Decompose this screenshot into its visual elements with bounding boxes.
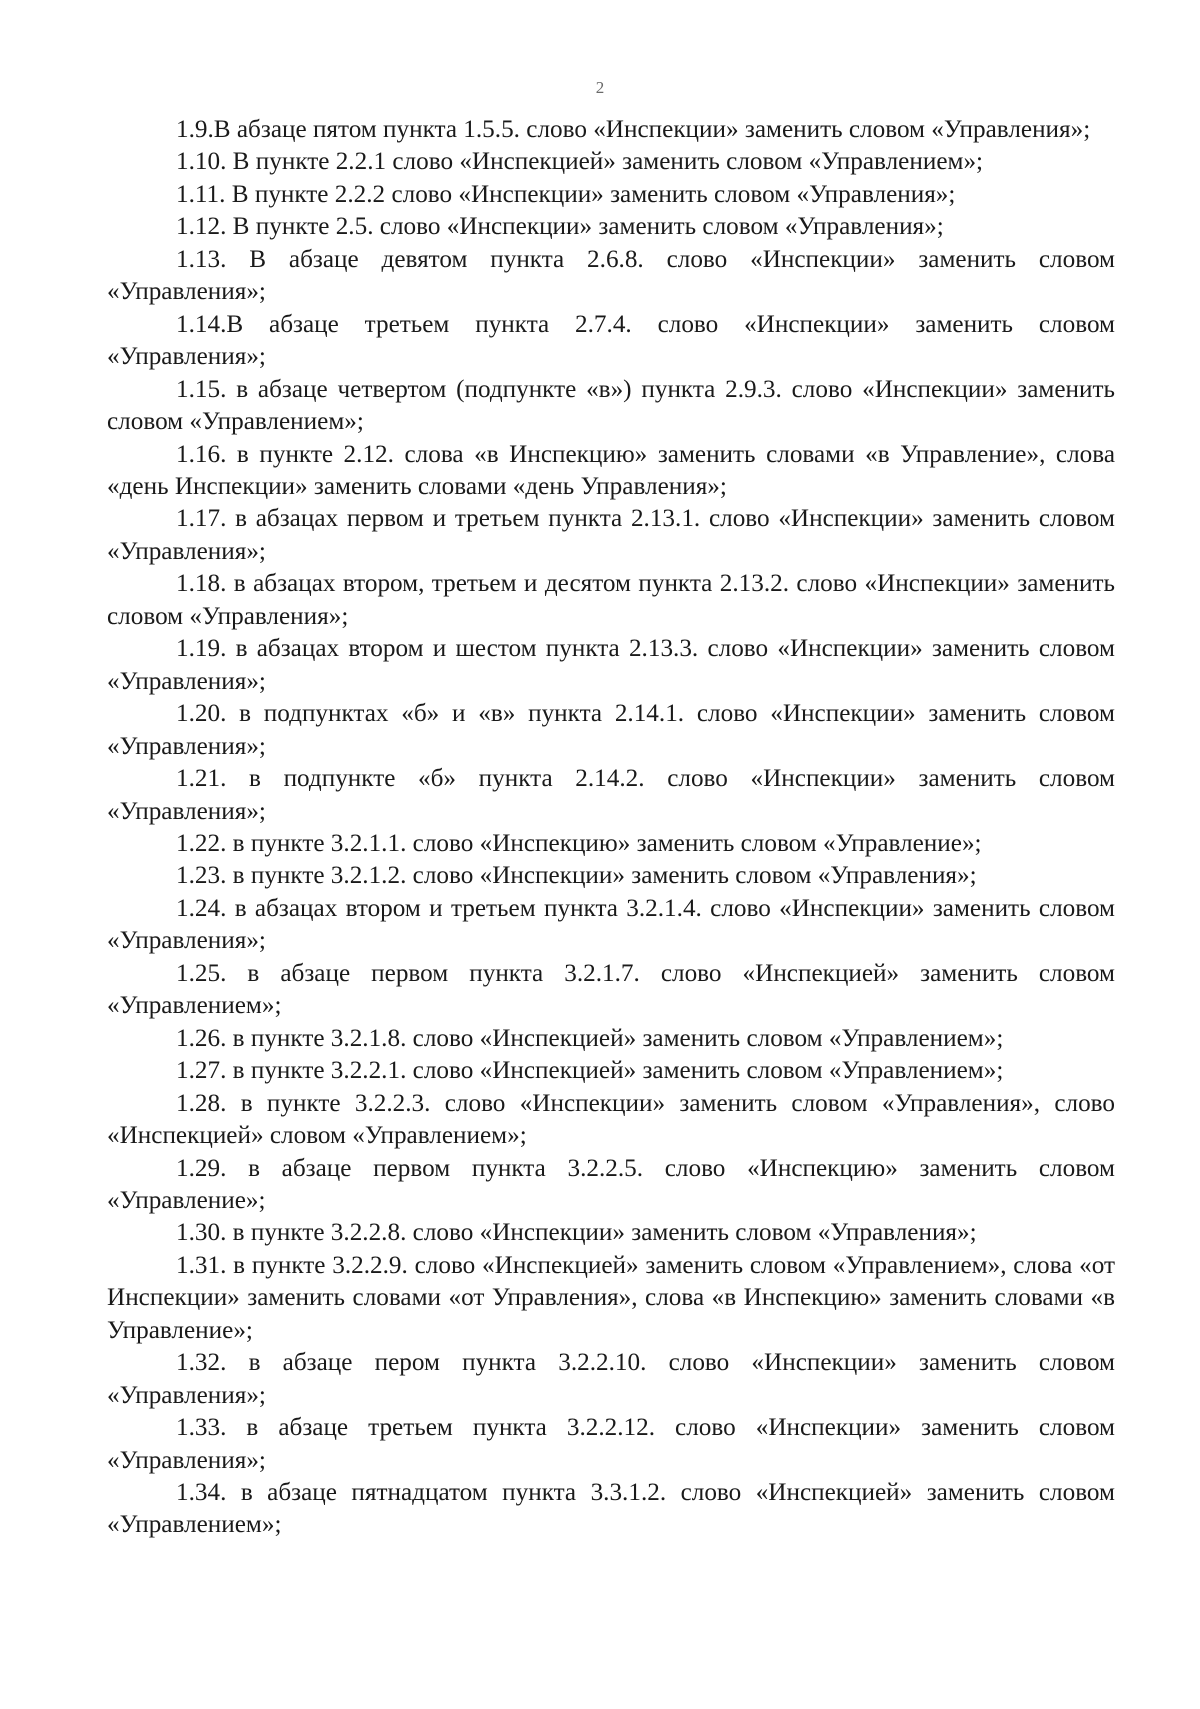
list-item: 1.16. в пункте 2.12. слова «в Инспекцию» заменить словами «в Управление», слова «день Инспекции» заменить словами «день Управления»;	[107, 440, 1115, 500]
list-item: 1.15. в абзаце четвертом (подпункте «в») пункта 2.9.3. слово «Инспекции» заменить словом «Управлением»;	[107, 375, 1115, 436]
list-item: 1.9.В абзаце пятом пункта 1.5.5. слово «Инспекции» заменить словом «Управления»;	[176, 116, 1091, 143]
list-item: 1.17. в абзацах первом и третьем пункта 2.13.1. слово «Инспекции» заменить словом «Управления»;	[107, 505, 1115, 565]
list-item: 1.22. в пункте 3.2.1.1. слово «Инспекцию» заменить словом «Управление»;	[176, 829, 982, 857]
list-item: 1.34. в абзаце пятнадцатом пункта 3.3.1.2. слово «Инспекцией» заменить словом «Управлением»;	[107, 1479, 1115, 1539]
list-item: 1.20. в подпунктах «б» и «в» пункта 2.14.1. слово «Инспекции» заменить словом «Управления»;	[107, 700, 1115, 760]
list-item: 1.18. в абзацах втором, третьем и десятом пункта 2.13.2. слово «Инспекции» заменить словом «Управления»;	[107, 570, 1115, 630]
list-item: 1.14.В абзаце третьем пункта 2.7.4. слово «Инспекции» заменить словом «Управления»;	[107, 310, 1115, 371]
list-item: 1.23. в пункте 3.2.1.2. слово «Инспекции» заменить словом «Управления»;	[176, 862, 977, 890]
list-item: 1.21. в подпункте «б» пункта 2.14.2. слово «Инспекции» заменить словом «Управления»;	[107, 765, 1115, 825]
list-item: 1.28. в пункте 3.2.2.3. слово «Инспекции» заменить словом «Управления», слово «Инспекцией» словом «Управлением»;	[107, 1089, 1115, 1150]
list-item: 1.25. в абзаце первом пункта 3.2.1.7. слово «Инспекцией» заменить словом «Управлением»;	[107, 959, 1115, 1020]
list-item: 1.26. в пункте 3.2.1.8. слово «Инспекцией» заменить словом «Управлением»;	[176, 1024, 1004, 1052]
list-item: 1.27. в пункте 3.2.2.1. слово «Инспекцией» заменить словом «Управлением»;	[176, 1057, 1004, 1085]
list-item: 1.30. в пункте 3.2.2.8. слово «Инспекции» заменить словом «Управления»;	[176, 1219, 977, 1247]
list-item: 1.32. в абзаце пером пункта 3.2.2.10. слово «Инспекции» заменить словом «Управления»;	[107, 1349, 1115, 1409]
list-item: 1.13. В абзаце девятом пункта 2.6.8. слово «Инспекции» заменить словом «Управления»;	[107, 245, 1115, 306]
list-item: 1.31. в пункте 3.2.2.9. слово «Инспекцией» заменить словом «Управлением», слова «от Инспекции» заменить словами «от Управления», слова «в Инспекцию» заменить словами «в Управление»;	[107, 1251, 1115, 1344]
page-number: 2	[595, 78, 605, 97]
list-item: 1.33. в абзаце третьем пункта 3.2.2.12. слово «Инспекции» заменить словом «Управления»;	[107, 1414, 1115, 1474]
list-item: 1.11. В пункте 2.2.2 слово «Инспекции» заменить словом «Управления»;	[176, 180, 956, 208]
amendments-list	[107, 114, 1115, 1542]
list-item: 1.24. в абзацах втором и третьем пункта 3.2.1.4. слово «Инспекции» заменить словом «Управления»;	[107, 894, 1115, 955]
list-item: 1.19. в абзацах втором и шестом пункта 2.13.3. слово «Инспекции» заменить словом «Управления»;	[107, 635, 1115, 695]
list-item: 1.12. В пункте 2.5. слово «Инспекции» заменить словом «Управления»;	[176, 213, 944, 241]
list-item: 1.29. в абзаце первом пункта 3.2.2.5. слово «Инспекцию» заменить словом «Управление»;	[107, 1154, 1115, 1214]
list-item: 1.10. В пункте 2.2.1 слово «Инспекцией» заменить словом «Управлением»;	[176, 148, 984, 176]
